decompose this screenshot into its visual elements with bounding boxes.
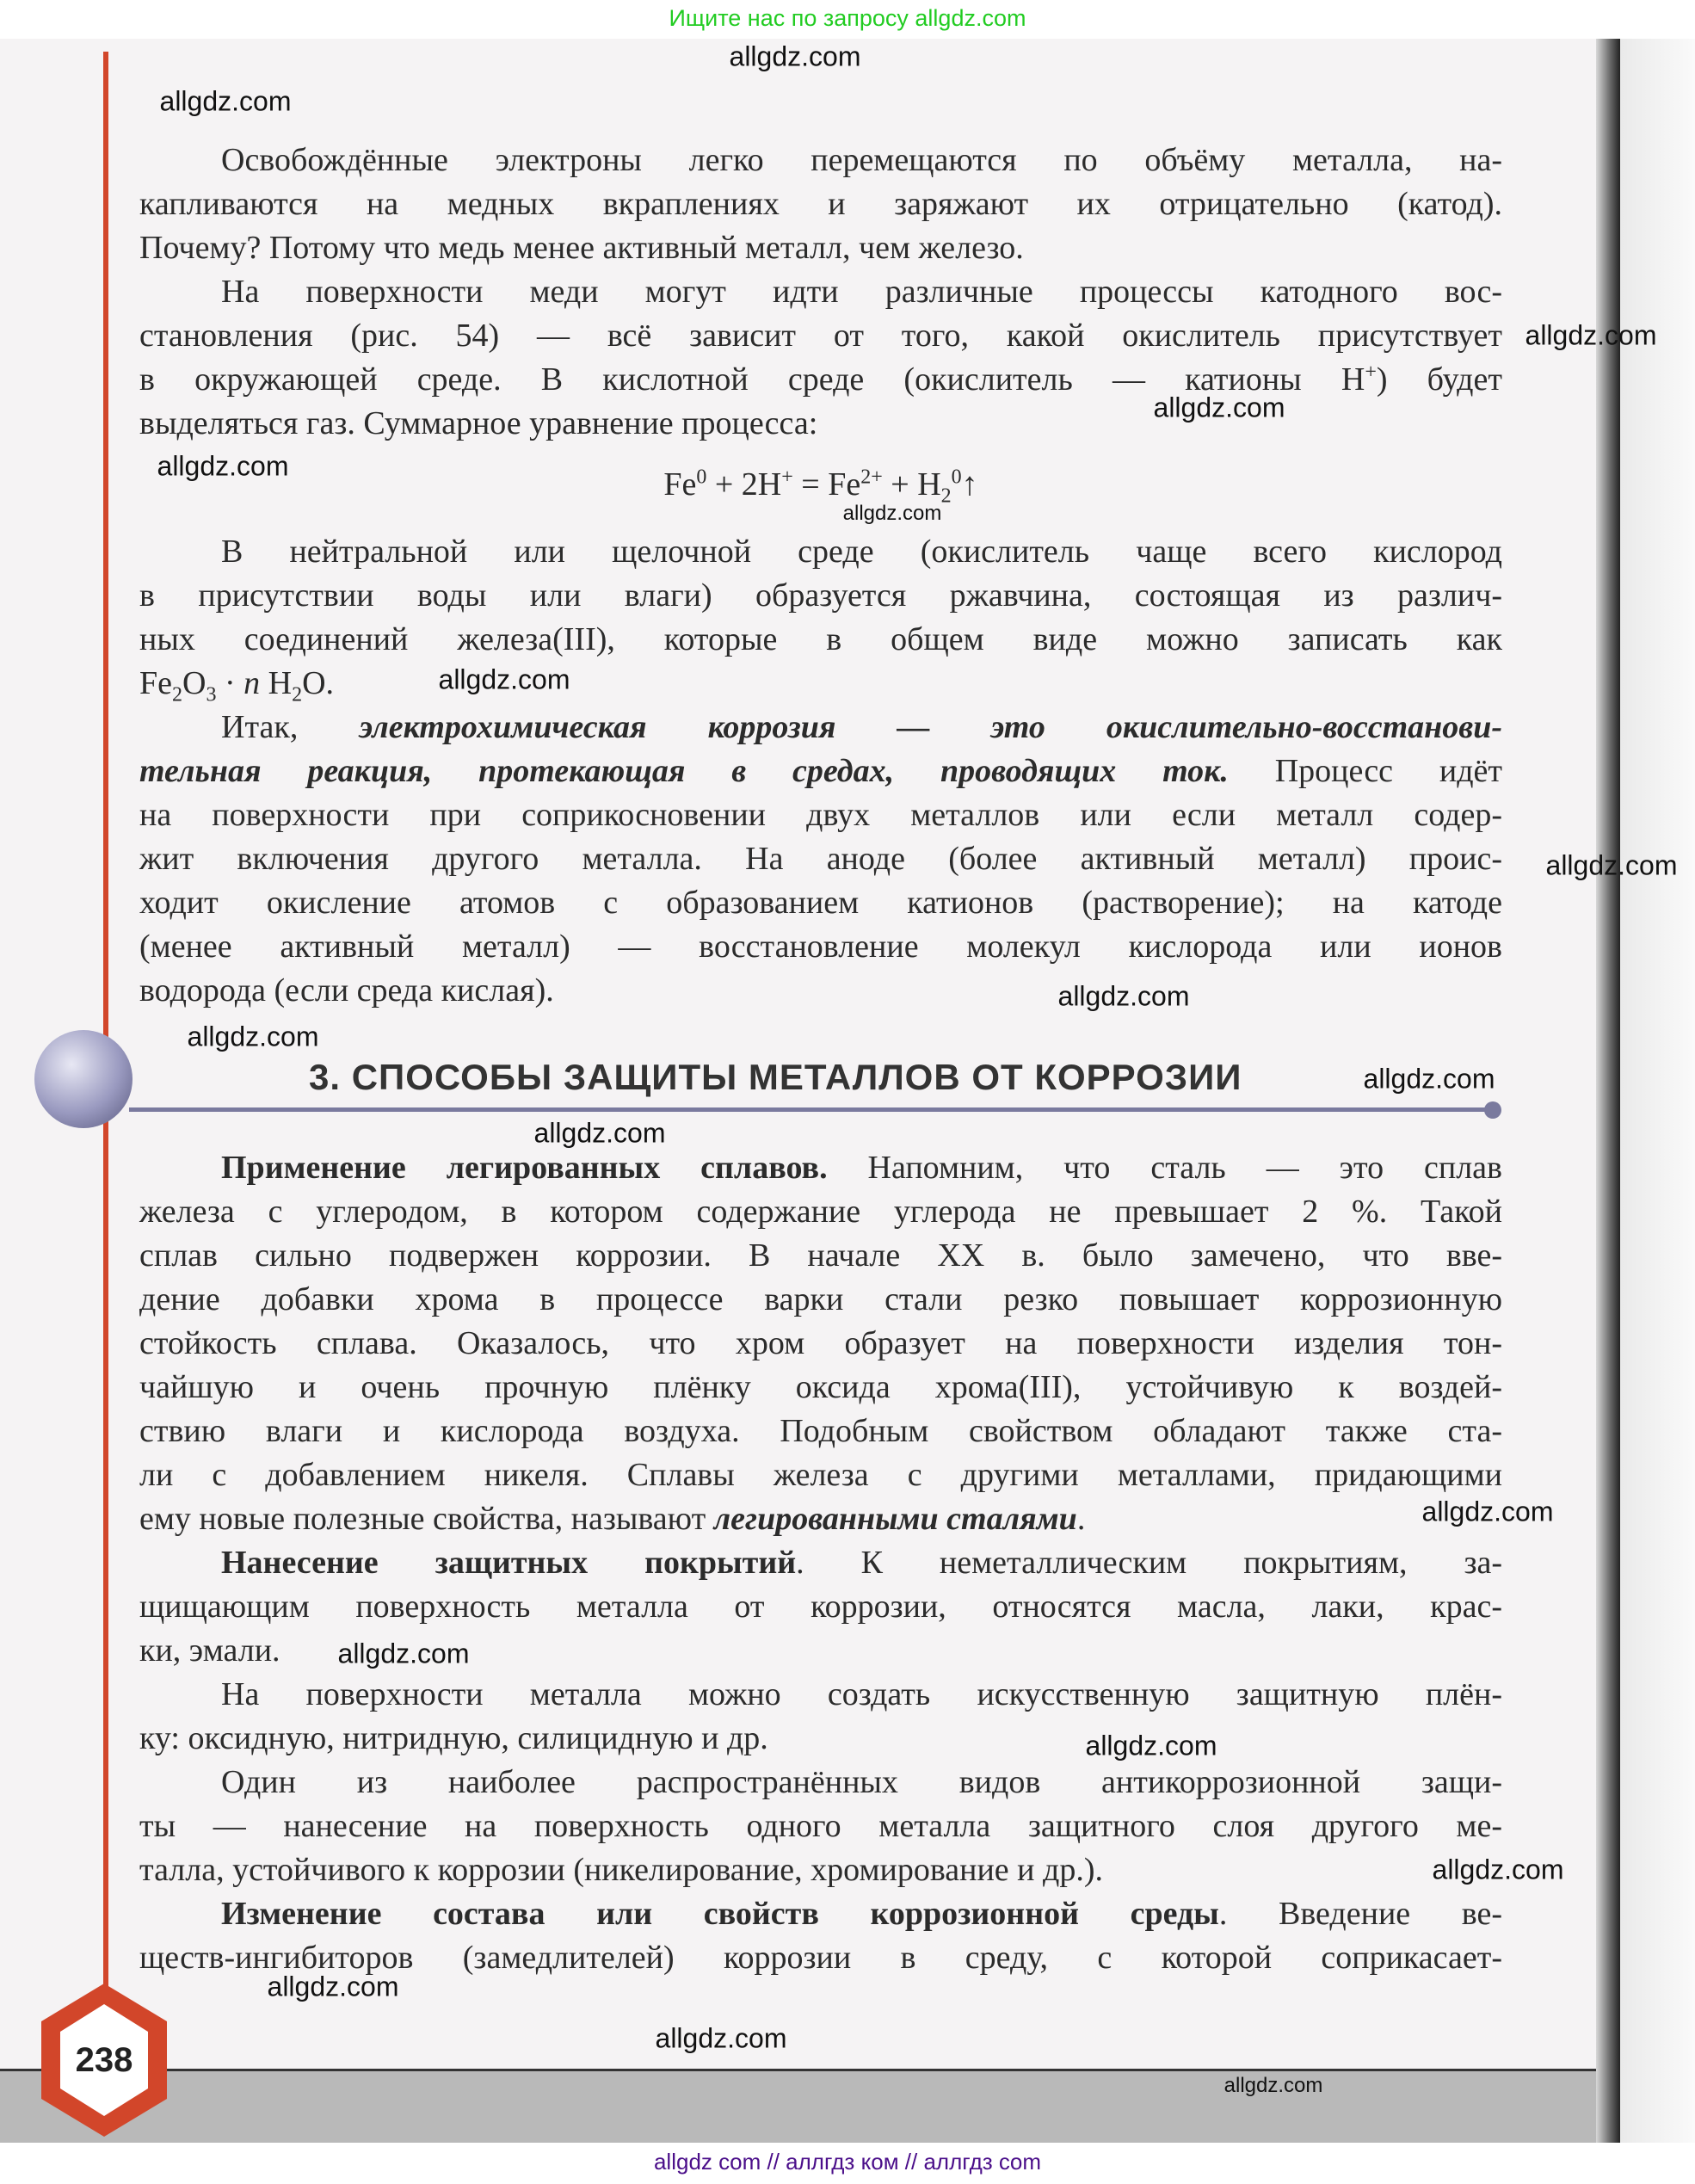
text-segment: тельная реакция, протекающая в средах, проводящих ток. xyxy=(139,753,1229,789)
text-segment: H xyxy=(260,665,293,701)
text-line xyxy=(139,925,1502,969)
watermark: allgdz.com xyxy=(438,663,570,695)
text-line xyxy=(139,1761,1502,1805)
watermark: allgdz.com xyxy=(159,85,292,117)
text-line xyxy=(139,1717,1502,1761)
text-block-electrons xyxy=(139,139,1502,446)
text-line xyxy=(139,1805,1502,1848)
text-line xyxy=(139,969,1502,1013)
text-line xyxy=(139,1892,1502,1936)
text-segment: ходит окисление атомов с образованием катионов (растворение); на катоде xyxy=(139,885,1502,921)
text-segment: сплав сильно подвержен коррозии. В начале XX в. было замечено, что вве- xyxy=(139,1237,1502,1274)
text-segment: n xyxy=(243,665,261,701)
page-number: 238 xyxy=(75,2041,133,2079)
text-segment: Почему? Потому что медь менее активный металл, чем железо. xyxy=(139,230,1024,266)
text-line xyxy=(139,1673,1502,1717)
text-segment: электрохимическая коррозия — это окислительно-восстанови- xyxy=(359,709,1503,745)
text-line xyxy=(139,1234,1502,1278)
text-segment: Применение легированных сплавов. xyxy=(221,1150,828,1186)
text-segment: (менее активный металл) — восстановление молекул кислорода или ионов xyxy=(139,929,1502,965)
heading-rule-dot xyxy=(1484,1101,1501,1119)
text-line xyxy=(139,1322,1502,1366)
section-bullet-ball xyxy=(34,1030,133,1128)
search-banner: Ищите нас по запросу allgdz.com xyxy=(0,0,1695,39)
text-line xyxy=(139,402,1502,446)
text-segment: В нейтральной или щелочной среде (окислитель чаще всего кислород xyxy=(221,534,1502,570)
watermark: allgdz.com xyxy=(1525,319,1657,351)
text-segment: Освобождённые электроны легко перемещаются по объёму металла, на- xyxy=(221,142,1502,178)
text-line xyxy=(139,1585,1502,1629)
text-line xyxy=(139,618,1502,662)
text-segment: ) будет xyxy=(1376,361,1502,398)
text-segment: 3 xyxy=(206,683,217,706)
text-segment: 2 xyxy=(292,683,303,706)
text-segment: легированными сталями xyxy=(713,1501,1077,1537)
text-line xyxy=(139,530,1502,574)
equation xyxy=(139,463,1502,507)
text-line xyxy=(139,837,1502,881)
text-segment: 0 xyxy=(951,466,962,489)
text-segment: 2 xyxy=(172,683,182,706)
text-segment: ты — нанесение на поверхность одного металла защитного слоя другого ме- xyxy=(139,1808,1502,1844)
text-segment: выделяться газ. Суммарное уравнение процесса: xyxy=(139,405,818,441)
text-segment: Один из наиболее распространённых видов антикоррозионной защи- xyxy=(221,1764,1502,1800)
text-line xyxy=(139,1848,1502,1892)
text-segment: Fe xyxy=(139,665,172,701)
text-segment: капливаются на медных вкраплениях и заряжают их отрицательно (катод). xyxy=(139,186,1502,222)
text-segment: . Введение ве- xyxy=(1218,1896,1502,1932)
watermark: allgdz.com xyxy=(842,502,942,525)
watermark: allgdz.com xyxy=(1432,1854,1564,1885)
text-line xyxy=(139,1146,1502,1190)
text-segment: становления (рис. 54) — всё зависит от того, какой окислитель присутствует xyxy=(139,318,1502,354)
text-line xyxy=(139,750,1502,793)
text-segment: = Fe xyxy=(792,466,861,503)
text-segment: жит включения другого металла. На аноде (более активный металл) проис- xyxy=(139,841,1502,877)
next-page-edge xyxy=(1620,39,1695,2143)
text-segment: Fe xyxy=(663,466,697,503)
text-segment: Напомним, что сталь — это сплав xyxy=(827,1150,1502,1186)
text-segment: ных соединений железа(III), которые в общем виде можно записать как xyxy=(139,621,1502,657)
text-segment: 0 xyxy=(696,466,707,489)
text-block-protection xyxy=(139,1146,1502,1980)
text-line xyxy=(139,793,1502,837)
text-line xyxy=(139,706,1502,750)
watermark: allgdz.com xyxy=(1057,980,1190,1012)
text-line xyxy=(139,270,1502,314)
watermark: allgdz.com xyxy=(1223,2074,1323,2097)
text-segment: На поверхности меди могут идти различные процессы катодного вос- xyxy=(221,274,1502,310)
heading-rule xyxy=(129,1107,1493,1112)
footer-links: allgdz com // аллгдз ком // аллгдз com xyxy=(0,2143,1695,2184)
watermark: allgdz.com xyxy=(533,1117,666,1149)
text-line xyxy=(139,1453,1502,1497)
text-segment: + xyxy=(781,466,793,489)
text-line xyxy=(139,1278,1502,1322)
text-segment: + xyxy=(1365,361,1377,384)
text-segment: . К неметаллическим покрытиям, за- xyxy=(796,1545,1502,1581)
text-segment: Итак, xyxy=(221,709,360,745)
text-line xyxy=(139,314,1502,358)
text-segment: Нанесение защитных покрытий xyxy=(221,1545,797,1581)
text-segment: ему новые полезные свойства, называют xyxy=(139,1501,714,1537)
text-segment: в присутствии воды или влаги) образуется ржавчина, состоящая из различ- xyxy=(139,577,1502,614)
text-segment: 2+ xyxy=(860,466,883,489)
text-segment: ки, эмали. xyxy=(139,1632,280,1669)
text-segment: O xyxy=(182,665,206,701)
text-segment: ствию влаги и кислорода воздуха. Подобным свойством обладают также ста- xyxy=(139,1413,1502,1449)
text-segment: в окружающей среде. В кислотной среде (окислитель — катионы H xyxy=(139,361,1365,398)
watermark: allgdz.com xyxy=(655,2022,787,2054)
book-spine-shadow xyxy=(1596,39,1620,2143)
text-line xyxy=(139,1366,1502,1410)
text-segment: + 2H xyxy=(706,466,782,503)
watermark: allgdz.com xyxy=(337,1638,470,1669)
text-segment: водорода (если среда кислая). xyxy=(139,972,554,1009)
text-segment: талла, устойчивого к коррозии (никелирование, хромирование и др.). xyxy=(139,1852,1103,1888)
watermark: allgdz.com xyxy=(1363,1063,1495,1095)
watermark: allgdz.com xyxy=(187,1021,319,1052)
watermark: allgdz.com xyxy=(729,40,861,72)
text-segment: · xyxy=(216,665,244,701)
text-segment: на поверхности при соприкосновении двух металлов или если металл содер- xyxy=(139,797,1502,833)
text-segment: O. xyxy=(302,665,335,701)
text-line xyxy=(139,182,1502,226)
text-line xyxy=(139,226,1502,270)
text-segment: . xyxy=(1076,1501,1086,1537)
watermark: allgdz.com xyxy=(1421,1496,1554,1527)
text-line xyxy=(139,574,1502,618)
page-edge-shadow xyxy=(0,2069,1609,2145)
text-segment: железа с углеродом, в котором содержание углерода не превышает 2 %. Такой xyxy=(139,1194,1502,1230)
text-line xyxy=(139,139,1502,182)
text-line xyxy=(139,881,1502,925)
text-block-rust xyxy=(139,530,1502,1013)
watermark: allgdz.com xyxy=(1085,1730,1217,1761)
text-segment: Процесс идёт xyxy=(1228,753,1502,789)
text-segment: На поверхности металла можно создать искусственную защитную плён- xyxy=(221,1676,1502,1712)
text-segment: + H xyxy=(882,466,941,503)
text-line xyxy=(139,1190,1502,1234)
text-segment: ли с добавлением никеля. Сплавы железа с другими металлами, придающими xyxy=(139,1457,1502,1493)
text-line xyxy=(139,1497,1502,1541)
text-segment: дение добавки хрома в процессе варки стали резко повышает коррозионную xyxy=(139,1281,1502,1317)
text-segment: стойкость сплава. Оказалось, что хром образует на поверхности изделия тон- xyxy=(139,1325,1502,1361)
section-heading: 3. СПОСОБЫ ЗАЩИТЫ МЕТАЛЛОВ ОТ КОРРОЗИИ xyxy=(309,1057,1242,1097)
watermark: allgdz.com xyxy=(267,1971,399,2002)
text-line xyxy=(139,358,1502,402)
text-line xyxy=(139,463,1502,507)
text-segment: ↑ xyxy=(961,466,978,503)
text-segment: Изменение состава или свойств коррозионной среды xyxy=(221,1896,1219,1932)
watermark: allgdz.com xyxy=(1545,849,1678,881)
text-line xyxy=(139,662,1502,706)
watermark: allgdz.com xyxy=(157,450,289,482)
text-segment: 2 xyxy=(940,484,952,508)
text-segment: ку: оксидную, нитридную, силицидную и др. xyxy=(139,1720,768,1756)
text-segment: ществ-ингибиторов (замедлителей) коррозии в среду, с которой соприкасает- xyxy=(139,1940,1502,1976)
text-line xyxy=(139,1541,1502,1585)
watermark: allgdz.com xyxy=(1153,392,1285,423)
text-line xyxy=(139,1410,1502,1453)
text-segment: щищающим поверхность металла от коррозии, относятся масла, лаки, крас- xyxy=(139,1589,1502,1625)
text-segment: чайшую и очень прочную плёнку оксида хрома(III), устойчивую к воздей- xyxy=(139,1369,1502,1405)
